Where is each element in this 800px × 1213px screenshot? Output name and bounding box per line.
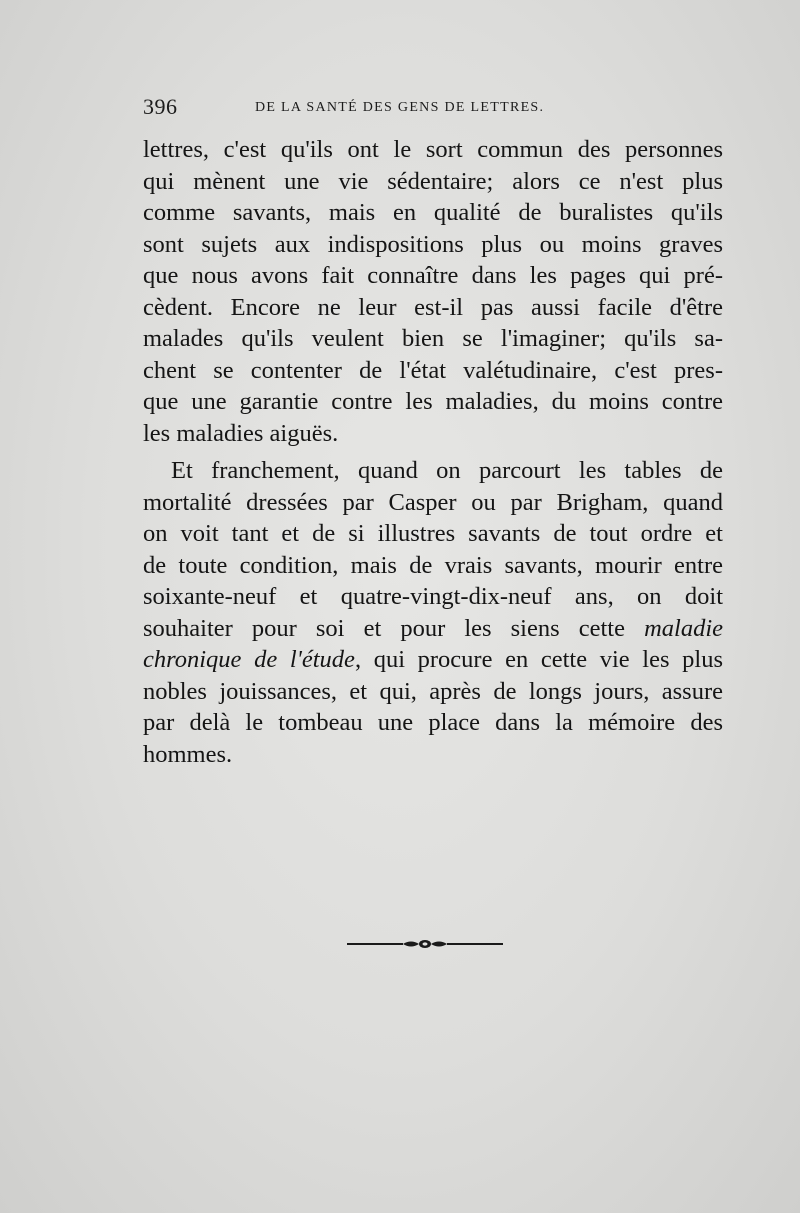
body-text [143, 134, 723, 770]
paragraph-2 [143, 455, 723, 770]
italic-text: chronique de l'étude [143, 646, 355, 673]
text-line: Et franchement, quand on parcourt les tables de [171, 457, 723, 484]
text-line [143, 613, 723, 645]
text-line: de toute condition, mais de vrais savants, mourir entre [143, 551, 723, 579]
text-line: chent se contenter de l'état valétudinaire, c'est pres- [143, 356, 723, 384]
text-line: malades qu'ils veulent bien se l'imaginer; qu'ils sa- [143, 325, 723, 352]
text-segment: , qui procure en cette vie les plus [354, 646, 723, 673]
text-line: nobles jouissances, et qui, après de longs jours, assure [143, 677, 723, 705]
text-line: lettres, c'est qu'ils ont le sort commun des personnes [143, 136, 723, 163]
text-line: cèdent. Encore ne leur est-il pas aussi facile d'être [143, 293, 723, 321]
text-line: que une garantie contre les maladies, du moins contre [143, 388, 723, 415]
page-number: 396 [143, 94, 178, 119]
italic-text: maladie [644, 614, 723, 642]
text-line: hommes. [143, 740, 233, 768]
paragraph-1 [143, 134, 723, 449]
text-line: par delà le tombeau une place dans la mémoire des [143, 709, 723, 736]
text-line: sont sujets aux indispositions plus ou moins graves [143, 230, 723, 258]
tailpiece-ornament [345, 936, 505, 952]
text-line: qui mènent une vie sédentaire; alors ce n'est plus [143, 167, 723, 195]
text-line: soixante-neuf et quatre-vingt-dix-neuf ans, on doit [143, 583, 723, 610]
text-line: les maladies aiguës. [143, 419, 339, 447]
text-segment: souhaiter pour soi et pour les siens cette [143, 614, 645, 642]
page-header [143, 94, 723, 124]
text-line [143, 644, 723, 676]
text-line: que nous avons fait connaître dans les pages qui pré- [143, 262, 723, 289]
text-line: on voit tant et de si illustres savants de tout ordre et [143, 520, 723, 547]
running-head: DE LA SANTÉ DES GENS DE LETTRES. [255, 100, 545, 115]
text-line: mortalité dressées par Casper ou par Brigham, quand [143, 488, 723, 516]
text-line: comme savants, mais en qualité de buralistes qu'ils [143, 199, 723, 226]
